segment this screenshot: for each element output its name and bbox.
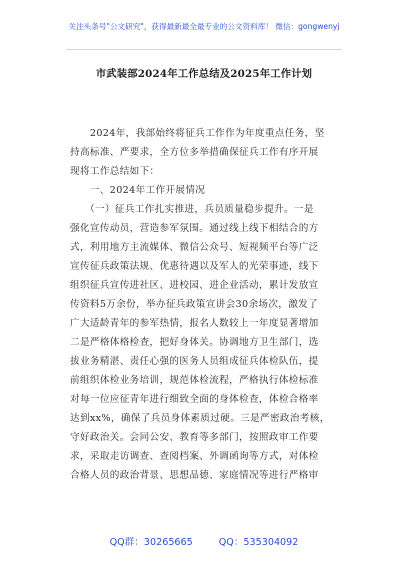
body-line: 式，利用地方主流媒体、微信公众号、短视频平台等广泛 bbox=[70, 242, 319, 253]
body-line: 2024年，我部始终将征兵工作作为年度重点任务，坚 bbox=[70, 128, 325, 139]
body-line: 持高标准、严要求，全方位多举措确保征兵工作有序开展 bbox=[70, 147, 319, 158]
footer-contact bbox=[0, 534, 408, 548]
body-line: 组织征兵宣传进社区、进校园、进企业活动，累计发放宣 bbox=[70, 280, 319, 291]
body-line: 现将工作总结如下： bbox=[70, 166, 160, 177]
document-body bbox=[70, 124, 347, 485]
body-line: 广大适龄青年的参军热情，报名人数较上一年度显著增加 bbox=[70, 318, 319, 329]
body-line: 前组织体检业务培训，规范体检流程，严格执行体检标准 bbox=[70, 375, 319, 386]
header-banner: 关注头条号"公文研究"，获得最新最全最专业的公文资料库！ 微信：gongwenyj bbox=[68, 22, 340, 31]
body-line: （一）征兵工作扎实推进，兵员质量稳步提升。一是 bbox=[70, 204, 314, 215]
body-line: 传资料5万余份，举办征兵政策宣讲会30余场次，激发了 bbox=[70, 299, 319, 310]
body-line: 达到xx%，确保了兵员身体素质过硬。三是严密政治考核， bbox=[70, 413, 330, 424]
section-heading: 一、2024年工作开展情况 bbox=[70, 185, 206, 196]
body-line: 合格人员的政治背景、思想品德、家庭情况等进行严格审 bbox=[70, 470, 319, 481]
body-line: 求，采取走访调查、查阅档案、外调函询等方式，对体检 bbox=[70, 451, 319, 462]
body-line: 宣传征兵政策法规、优惠待遇以及军人的光荣事迹，线下 bbox=[70, 261, 319, 272]
body-line: 强化宣传动员，营造参军氛围。通过线上线下相结合的方 bbox=[70, 223, 319, 234]
document-title: 市武装部2024年工作总结及2025年工作计划 bbox=[95, 68, 313, 80]
footer-qq: QQ：535304092 bbox=[218, 537, 299, 548]
body-line: 守好政治关。会同公安、教育等多部门，按照政审工作要 bbox=[70, 432, 319, 443]
body-line: 拔业务精湛、责任心强的医务人员组成征兵体检队伍，提 bbox=[70, 356, 319, 367]
body-line: 对每一位应征青年进行细致全面的身体检查，体检合格率 bbox=[70, 394, 319, 405]
footer-qq-group: QQ群：30265665 bbox=[109, 537, 193, 548]
body-line: 二是严格体格检查，把好身体关。协调地方卫生部门，选 bbox=[70, 337, 319, 348]
header-divider bbox=[66, 49, 342, 50]
